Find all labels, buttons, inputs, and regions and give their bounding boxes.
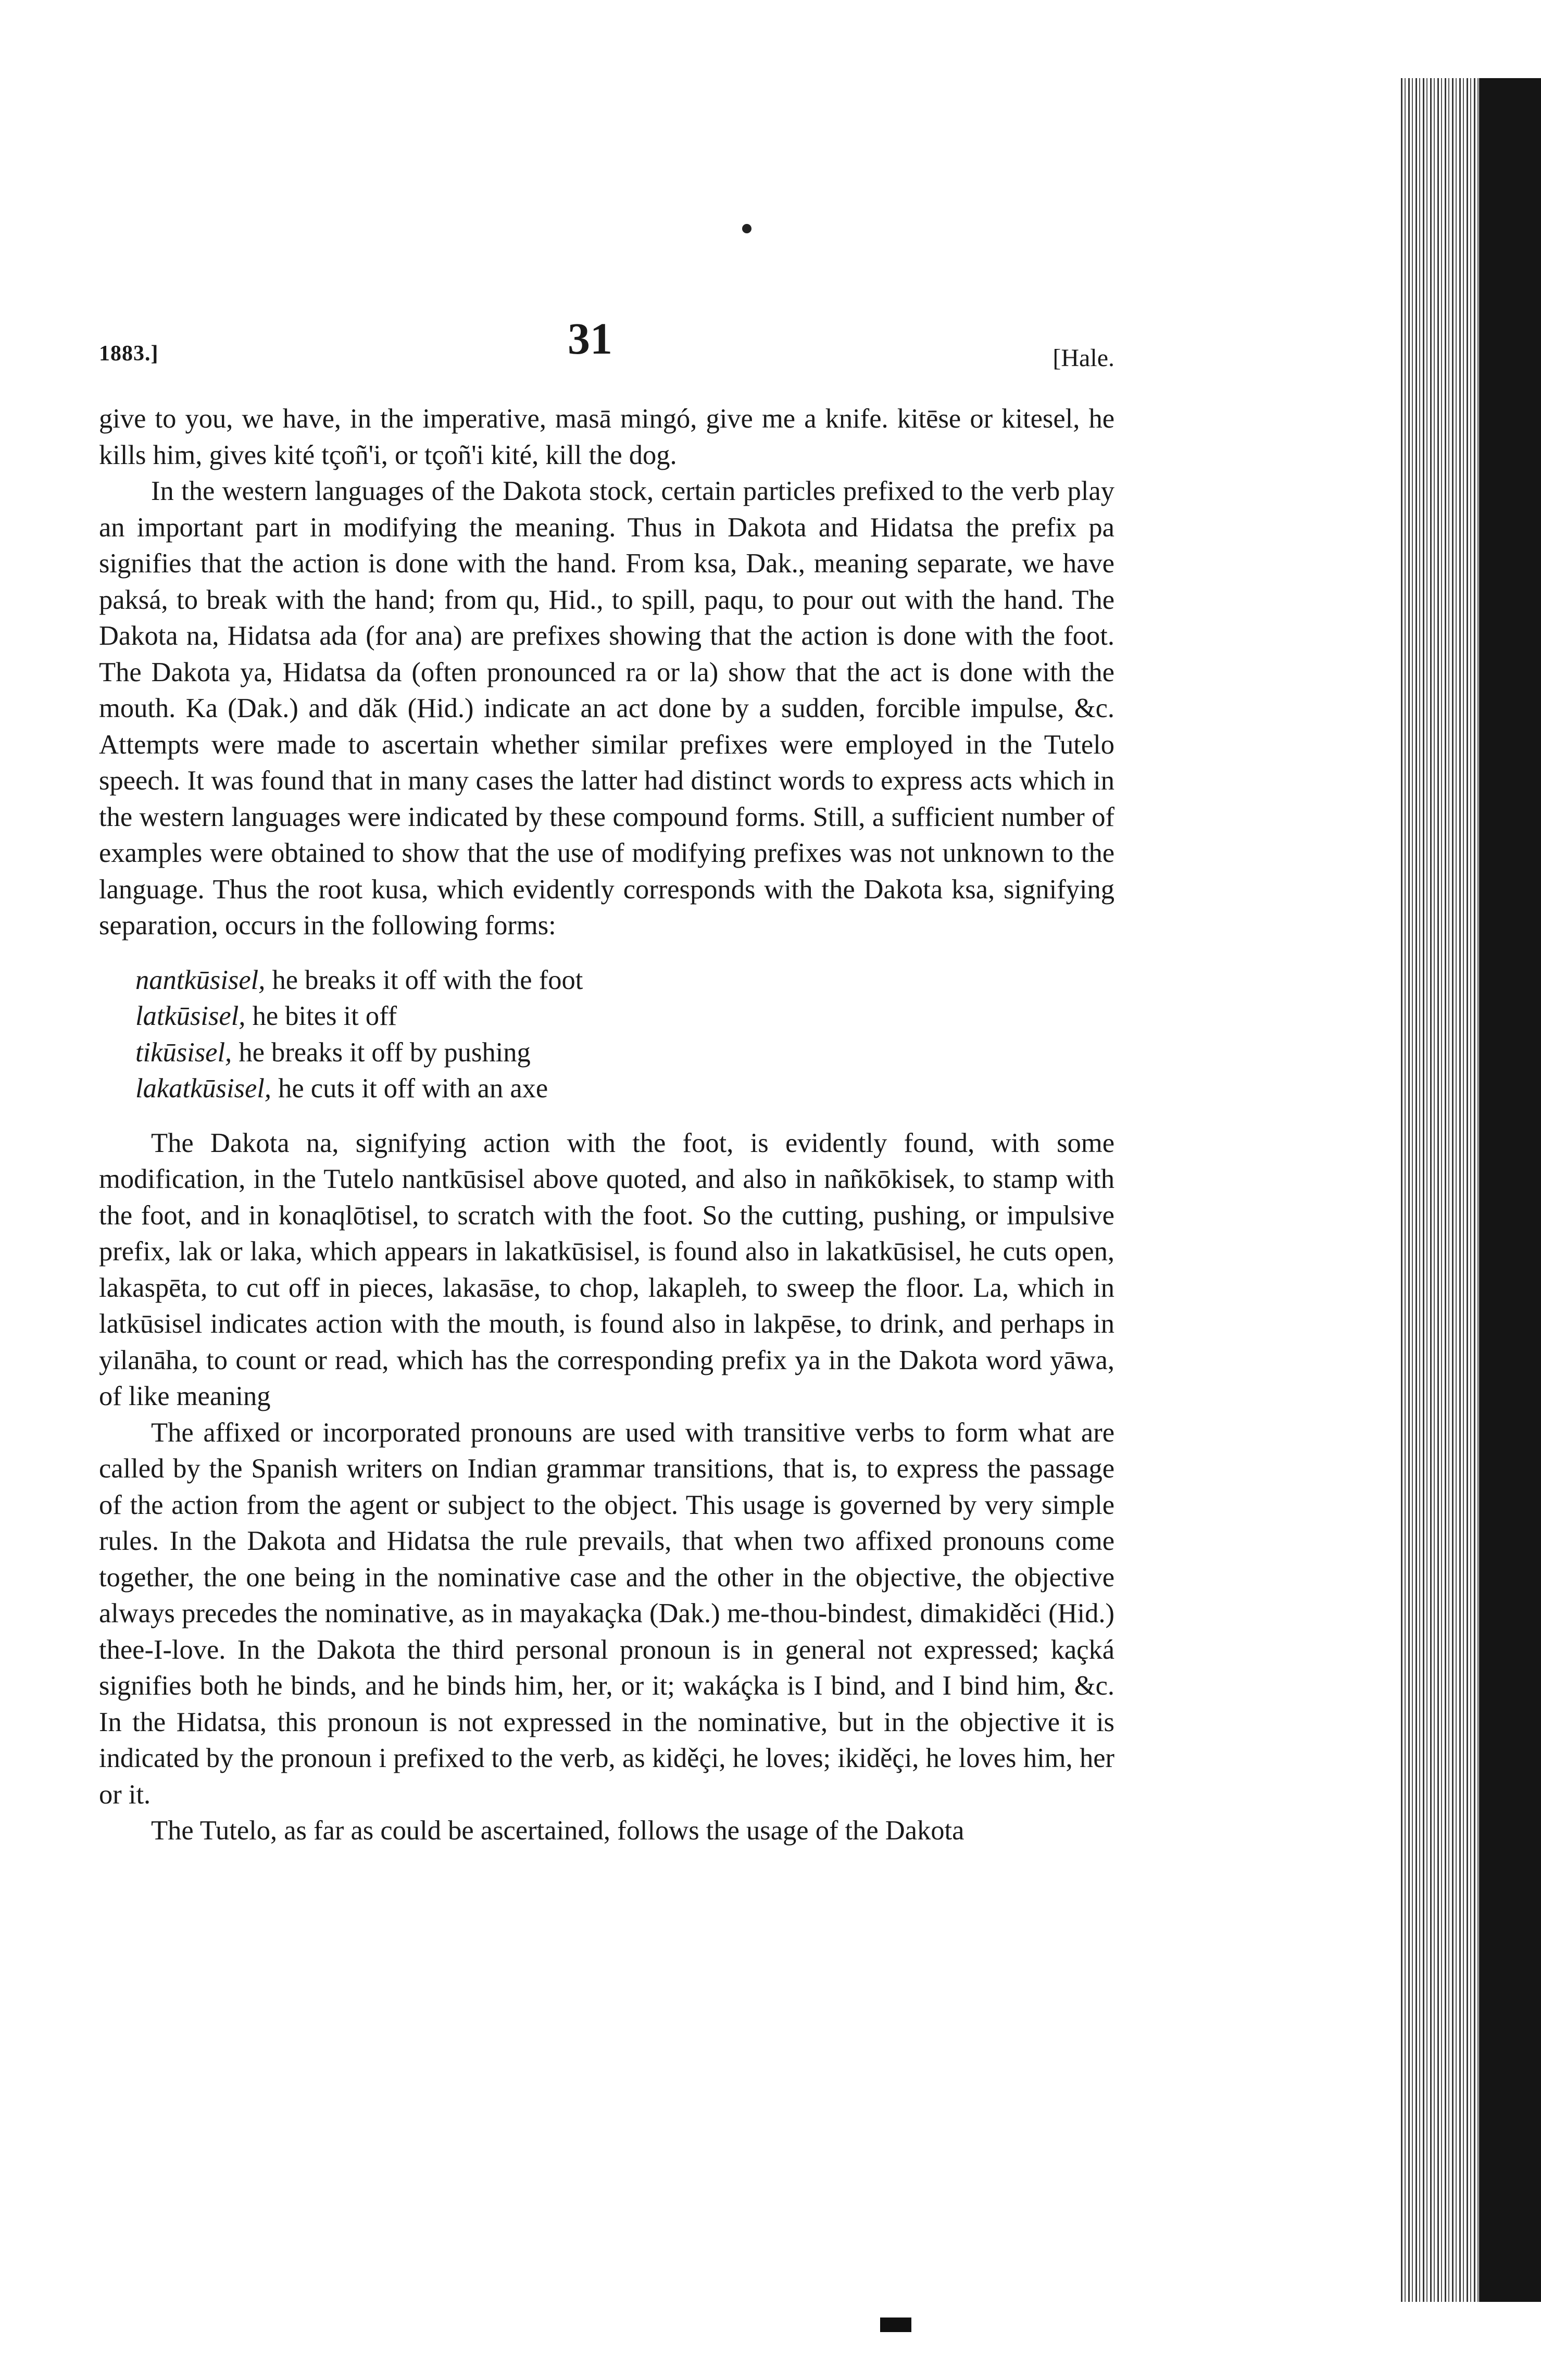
example-gloss: he breaks it off with the foot — [272, 964, 583, 995]
example-word: tikūsisel, — [135, 1037, 232, 1068]
example-line — [135, 962, 1114, 999]
page-number: 31 — [568, 314, 612, 364]
paragraph-continuation: give to you, we have, in the imperative, masā mingó, give me a knife. kitēse or kitesel, he kills him, gives kité tçoñ'i, or tçoñ'i kité, kill the dog. — [99, 404, 1114, 470]
header-year: 1883.] — [99, 342, 159, 366]
body-text — [99, 401, 1114, 1849]
example-line — [135, 1035, 1114, 1071]
example-list — [135, 962, 1114, 1107]
example-gloss: he bites it off — [252, 1001, 397, 1031]
example-word: lakatkūsisel, — [135, 1073, 271, 1104]
example-line — [135, 1071, 1114, 1107]
paragraph-tutelo-prefixes: The Dakota na, signifying action with the foot, is evidently found, with some modification, in the Tutelo nantkūsisel above quoted, and also in nañkōkisek, to stamp with the foot, and in konaqlōtisel, to scratch with the foot. So the cutting, pushing, or impulsive prefix, lak or laka, which appears in lakatkūsisel, is found also in lakatkūsisel, he cuts open, lakaspēta, to cut off in pieces, lakasāse, to chop, lakapleh, to sweep the floor. La, which in latkūsisel indicates action with the mouth, is found also in lakpēse, to drink, and perhaps in yilanāha, to count or read, which has the corresponding prefix ya in the Dakota word yāwa, of like meaning — [99, 1128, 1114, 1411]
example-word: latkūsisel, — [135, 1001, 246, 1031]
header-author: [Hale. — [1053, 344, 1114, 372]
paragraph-tutelo-usage: The Tutelo, as far as could be ascertained, follows the usage of the Dakota — [151, 1815, 964, 1846]
ink-dot — [742, 224, 751, 233]
paragraph-prefixes: In the western languages of the Dakota stock, certain particles prefixed to the verb play an important part in modifying the meaning. Thus in Dakota and Hidatsa the prefix pa signifies that the action is done with the hand. From ksa, Dak., meaning separate, we have paksá, to break with the hand; from qu, Hid., to spill, paqu, to pour out with the hand. The Dakota na, Hidatsa ada (for ana) are prefixes showing that the action is done with the foot. The Dakota ya, Hidatsa da (often pronounced ra or la) show that the act is done with the mouth. Ka (Dak.) and dăk (Hid.) indicate an act done by a sudden, forcible impulse, &c. Attempts were made to ascertain whether similar prefixes were employed in the Tutelo speech. It was found that in many cases the latter had distinct words to express acts which in the western languages were indicated by these compound forms. Still, a sufficient number of examples were obtained to show that the use of modifying prefixes was not unknown to the language. Thus the root kusa, which evidently corresponds with the Dakota ksa, signifying separation, occurs in the following forms: — [99, 476, 1114, 941]
example-word: nantkūsisel, — [135, 964, 266, 995]
example-gloss: he breaks it off by pushing — [239, 1037, 531, 1068]
scan-edge-dark — [1479, 78, 1541, 2302]
example-gloss: he cuts it off with an axe — [278, 1073, 548, 1104]
example-line — [135, 998, 1114, 1035]
bottom-ink-mark — [880, 2318, 911, 2332]
page-header — [99, 312, 1114, 396]
paragraph-pronouns: The affixed or incorporated pronouns are used with transitive verbs to form what are called by the Spanish writers on Indian grammar transitions, that is, to express the passage of the action from the agent or subject to the object. This usage is governed by very simple rules. In the Dakota and Hidatsa the rule prevails, that when two affixed pronouns come together, the one being in the nominative case and the other in the objective, the objective always precedes the nominative, as in mayakaçka (Dak.) me-thou-bindest, dimakiděci (Hid.) thee-I-love. In the Dakota the third personal pronoun is in general not expressed; kaçká signifies both he binds, and he binds him, her, or it; wakáçka is I bind, and I bind him, &c. In the Hidatsa, this pronoun is not expressed in the nominative, but in the objective it is indicated by the pronoun i prefixed to the verb, as kiděçi, he loves; ikiděçi, he loves him, her or it. — [99, 1417, 1114, 1810]
